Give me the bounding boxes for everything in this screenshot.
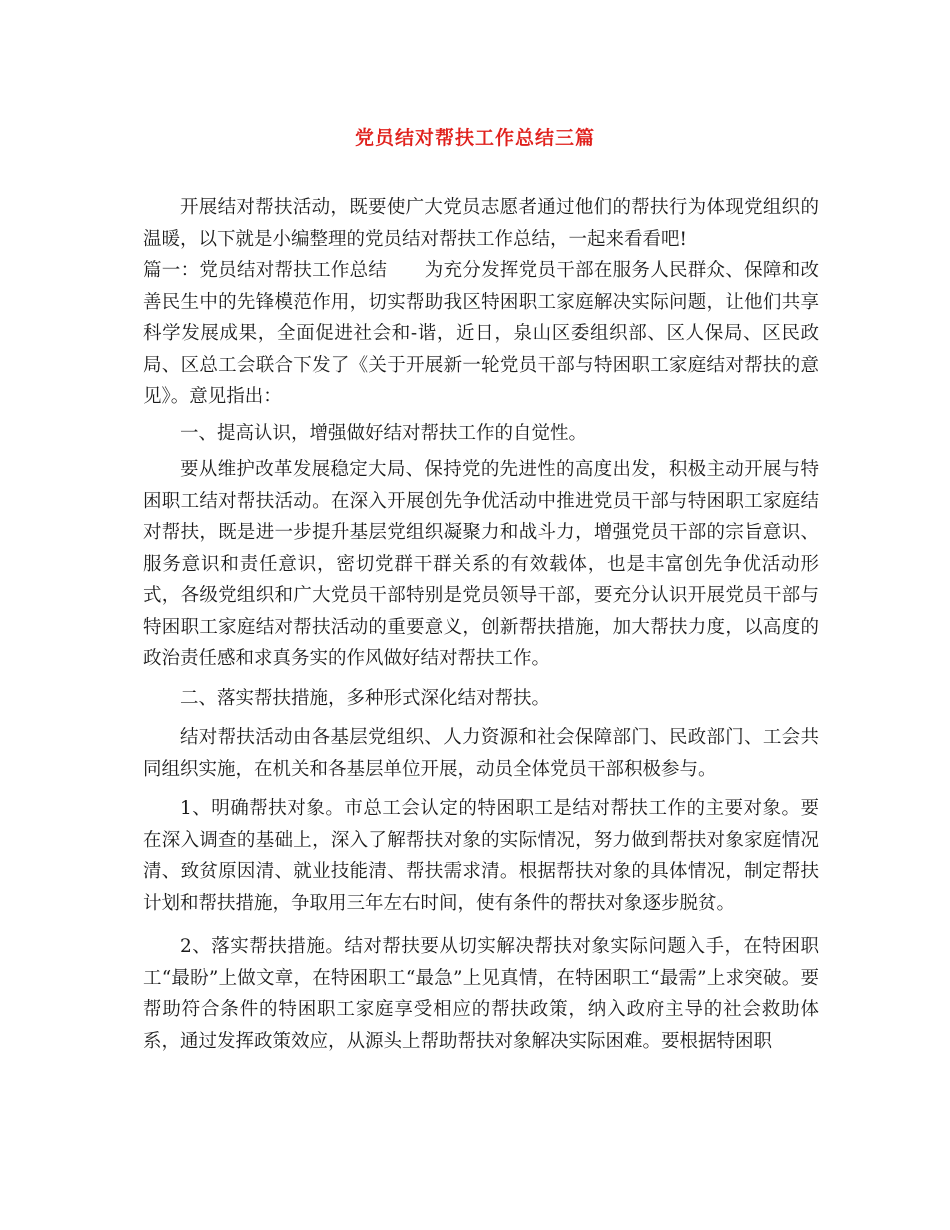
document-body [143, 192, 819, 1057]
paragraph-item-two: 2、落实帮扶措施。结对帮扶要从切实解决帮扶对象实际问题入手，在特困职工“最盼”上做文章，在特困职工“最急”上见真情，在特困职工“最需”上求突破。要帮助符合条件的特困职工家庭享受相应的帮扶政策，纳入政府主导的社会救助体系，通过发挥政策效应，从源头上帮助帮扶对象解决实际困难。要根据特困职 [143, 936, 819, 1052]
paragraph-item-one: 1、明确帮扶对象。市总工会认定的特困职工是结对帮扶工作的主要对象。要在深入调查的基础上，深入了解帮扶对象的实际情况，努力做到帮扶对象家庭情况清、致贫原因清、就业技能清、帮扶需求清。根据帮扶对象的具体情况，制定帮扶计划和帮扶措施，争取用三年左右时间，使有条件的帮扶对象逐步脱贫。 [143, 798, 819, 914]
paragraph-intro: 开展结对帮扶活动，既要使广大党员志愿者通过他们的帮扶行为体现党组织的温暖，以下就是小编整理的党员结对帮扶工作总结，一起来看看吧! [143, 197, 819, 250]
document-title: 党员结对帮扶工作总结三篇 [354, 127, 595, 149]
heading-section-one: 一、提高认识，增强做好结对帮扶工作的自觉性。 [180, 422, 588, 444]
heading-section-two: 二、落实帮扶措施，多种形式深化结对帮扶。 [180, 687, 551, 709]
paragraph-part-one: 篇一：党员结对帮扶工作总结 为充分发挥党员干部在服务人民群众、保障和改善民生中的先锋模范作用，切实帮助我区特困职工家庭解决实际问题，让他们共享科学发展成果，全面促进社会和-谐，近日，泉山区委组织部、区人保局、区民政局、区总工会联合下发了《关于开展新一轮党员干部与特困职工家庭结对帮扶的意见》。意见指出： [143, 260, 819, 407]
paragraph-section-one: 要从维护改革发展稳定大局、保持党的先进性的高度出发，积极主动开展与特困职工结对帮扶活动。在深入开展创先争优活动中推进党员干部与特困职工家庭结对帮扶，既是进一步提升基层党组织凝聚力和战斗力，增强党员干部的宗旨意识、服务意识和责任意识，密切党群干群关系的有效载体，也是丰富创先争优活动形式，各级党组织和广大党员干部特别是党员领导干部，要充分认识开展党员干部与特困职工家庭结对帮扶活动的重要意义，创新帮扶措施，加大帮扶力度，以高度的政治责任感和求真务实的作风做好结对帮扶工作。 [143, 459, 819, 669]
paragraph-section-two: 结对帮扶活动由各基层党组织、人力资源和社会保障部门、民政部门、工会共同组织实施，在机关和各基层单位开展，动员全体党员干部积极参与。 [143, 727, 819, 780]
